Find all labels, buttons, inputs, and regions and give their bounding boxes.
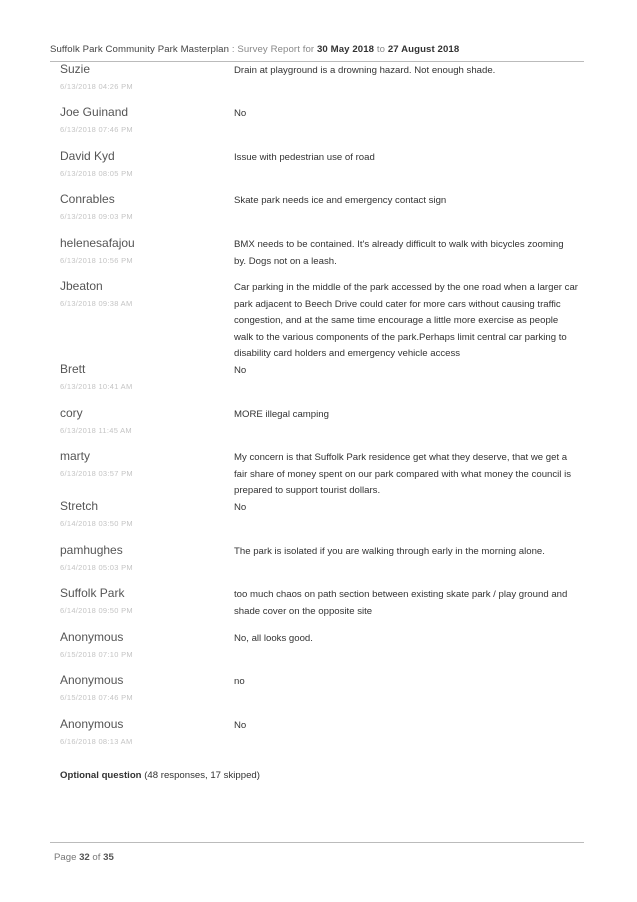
- response-text: Drain at playground is a drowning hazard. Not enough shade.: [234, 65, 496, 76]
- page-word: Page: [54, 852, 77, 863]
- response-date: 6/14/2018 03:50 PM: [60, 519, 133, 528]
- report-title: Suffolk Park Community Park Masterplan: [50, 44, 230, 55]
- respondent-name: Conrables: [60, 192, 115, 206]
- response-date: 6/13/2018 10:56 PM: [60, 256, 133, 265]
- header-divider: [50, 61, 584, 62]
- respondent-name: Anonymous: [60, 717, 124, 731]
- respondent-name: Joe Guinand: [60, 105, 129, 119]
- response-date: 6/13/2018 11:45 AM: [60, 426, 132, 435]
- response-text: Car parking in the middle of the park accessed by the one road when a larger car park adjacent to Beech Drive could cater for more cars without causing traffic congestion, and at the same time encourage a little more exercise as people walk to the various components of the park.Perhaps limit central car parking to disability card holders and emergency vehicle access: [234, 282, 578, 360]
- respondent-name: Jbeaton: [60, 279, 103, 293]
- response-date: 6/13/2018 08:05 PM: [60, 169, 133, 178]
- page-total: 35: [103, 852, 114, 863]
- footer-divider: [50, 842, 584, 843]
- response-date: 6/13/2018 09:03 PM: [60, 212, 133, 221]
- response-text: Issue with pedestrian use of road: [234, 152, 375, 163]
- respondent-name: pamhughes: [60, 543, 123, 557]
- report-prefix: : Survey Report for: [231, 44, 315, 55]
- date-to: 27 August 2018: [387, 44, 460, 55]
- of-word: of: [92, 852, 101, 863]
- response-date: 6/15/2018 07:46 PM: [60, 693, 133, 702]
- response-text: Skate park needs ice and emergency contact sign: [234, 195, 447, 206]
- response-date: 6/13/2018 03:57 PM: [60, 469, 133, 478]
- response-date: 6/13/2018 09:38 AM: [60, 299, 133, 308]
- response-text: No: [234, 720, 247, 731]
- response-date: 6/13/2018 04:26 PM: [60, 82, 133, 91]
- response-text: BMX needs to be contained. It's already difficult to walk with bicycles zooming by. Dogs not on a leash.: [234, 239, 564, 267]
- optional-question-detail: (48 responses, 17 skipped): [144, 770, 260, 781]
- response-date: 6/13/2018 10:41 AM: [60, 382, 133, 391]
- respondent-name: marty: [60, 449, 90, 463]
- respondent-name: David Kyd: [60, 149, 115, 163]
- response-text: No: [234, 365, 247, 376]
- response-text: No: [234, 108, 247, 119]
- date-from: 30 May 2018: [317, 44, 375, 55]
- response-text: The park is isolated if you are walking through early in the morning alone.: [234, 546, 545, 557]
- respondent-name: Suzie: [60, 62, 91, 76]
- response-text: no: [234, 676, 245, 687]
- optional-question-summary: [60, 770, 260, 781]
- respondent-name: Suffolk Park: [60, 586, 125, 600]
- response-text: MORE illegal camping: [234, 409, 329, 420]
- response-text: too much chaos on path section between existing skate park / play ground and shade cover on the opposite site: [234, 589, 568, 617]
- respondent-name: Brett: [60, 362, 86, 376]
- respondent-name: Anonymous: [60, 673, 124, 687]
- response-text: No: [234, 502, 247, 513]
- response-date: 6/14/2018 09:50 PM: [60, 606, 133, 615]
- response-text: My concern is that Suffolk Park residence get what they deserve, that we get a fair share of money spent on our park compared with what money the council is prepared to support tourist dollars.: [234, 452, 572, 497]
- response-date: 6/14/2018 05:03 PM: [60, 563, 133, 572]
- respondent-name: helenesafajou: [60, 236, 135, 250]
- response-date: 6/13/2018 07:46 PM: [60, 125, 133, 134]
- page-footer: [54, 852, 114, 863]
- optional-question-label: Optional question: [60, 770, 142, 781]
- date-separator: to: [376, 44, 386, 55]
- response-date: 6/15/2018 07:10 PM: [60, 650, 133, 659]
- response-text: No, all looks good.: [234, 633, 313, 644]
- respondent-name: Stretch: [60, 499, 99, 513]
- page-number: 32: [79, 852, 90, 863]
- response-date: 6/16/2018 08:13 AM: [60, 737, 133, 746]
- page-header: [50, 44, 586, 55]
- respondent-name: Anonymous: [60, 630, 124, 644]
- respondent-name: cory: [60, 406, 83, 420]
